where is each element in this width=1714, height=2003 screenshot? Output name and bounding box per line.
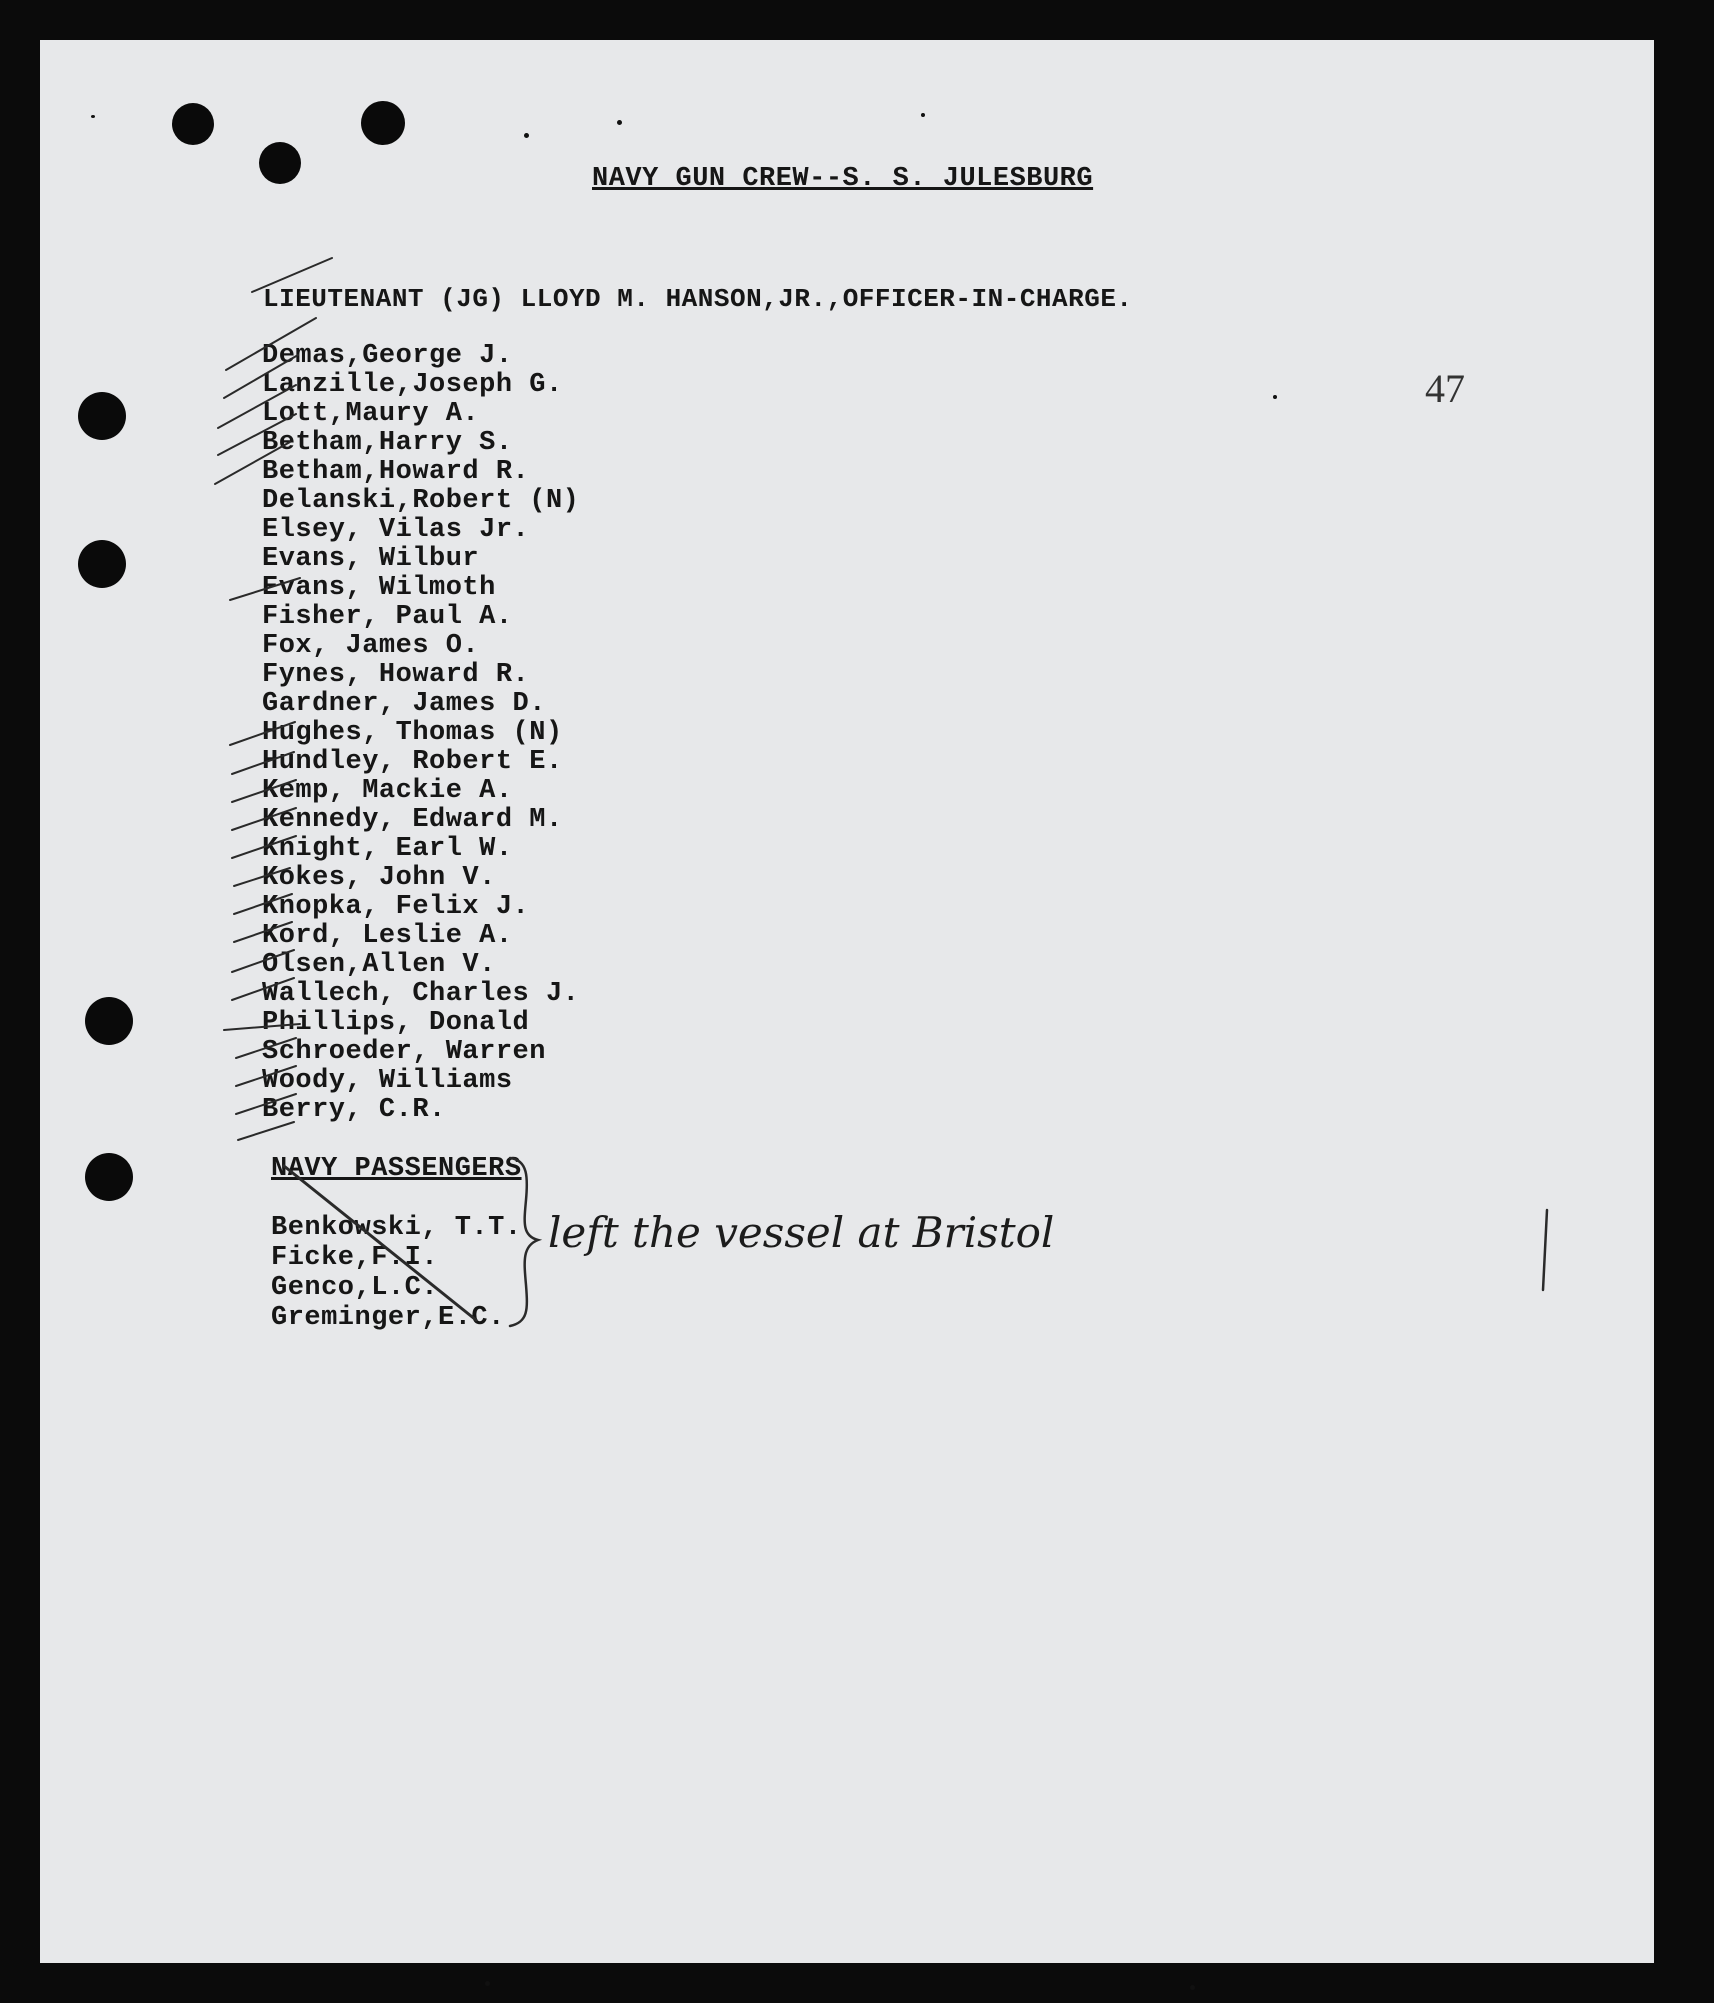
passenger: Greminger,E.C. [271, 1303, 505, 1333]
crew-member: Kokes, John V. [262, 863, 496, 893]
crew-member: Knight, Earl W. [262, 834, 513, 864]
crew-member: Betham,Howard R. [262, 457, 530, 487]
crew-member: Elsey, Vilas Jr. [262, 515, 530, 545]
check-mark [224, 1024, 300, 1030]
crew-member: Knopka, Felix J. [262, 892, 530, 922]
check-mark [236, 1066, 296, 1086]
crew-member: Phillips, Donald [262, 1008, 530, 1038]
page-number: 47 [1425, 366, 1465, 411]
check-mark [224, 355, 298, 398]
check-mark [218, 414, 296, 455]
crew-member: Hundley, Robert E. [262, 747, 563, 777]
brace [510, 1158, 538, 1326]
check-mark [230, 722, 295, 745]
check-mark [236, 1094, 296, 1114]
crew-member: Schroeder, Warren [262, 1037, 546, 1067]
crew-member: Kemp, Mackie A. [262, 776, 513, 806]
check-mark [226, 318, 316, 370]
passenger: Benkowski, T.T. [271, 1213, 522, 1243]
crew-member: Demas,George J. [262, 341, 513, 371]
crew-member: Kord, Leslie A. [262, 921, 513, 951]
check-mark [232, 836, 296, 858]
crew-member: Olsen,Allen V. [262, 950, 496, 980]
check-mark [238, 1122, 294, 1140]
check-mark [234, 894, 292, 914]
passenger: Genco,L.C. [271, 1273, 439, 1303]
crew-member: Lanzille,Joseph G. [262, 370, 563, 400]
check-mark [232, 978, 294, 1000]
passenger: Ficke,F.I. [271, 1243, 439, 1273]
check-mark [236, 1038, 296, 1058]
check-mark [232, 752, 294, 774]
check-mark [232, 780, 296, 802]
crew-member: Berry, C.R. [262, 1095, 446, 1125]
check-mark [215, 442, 290, 484]
crew-member: Evans, Wilbur [262, 544, 480, 574]
margin-pen-mark [1543, 1210, 1547, 1290]
crew-member: Evans, Wilmoth [262, 573, 496, 603]
check-mark [232, 808, 296, 830]
check-mark [234, 922, 292, 942]
crew-member: Betham,Harry S. [262, 428, 513, 458]
check-mark [218, 385, 296, 428]
check-mark [252, 258, 332, 292]
crew-member: Fisher, Paul A. [262, 602, 513, 632]
check-mark [232, 950, 294, 972]
check-mark [234, 868, 290, 886]
crew-member: Wallech, Charles J. [262, 979, 580, 1009]
crew-member: Kennedy, Edward M. [262, 805, 563, 835]
crew-member: Fynes, Howard R. [262, 660, 530, 690]
crew-member: Hughes, Thomas (N) [262, 718, 563, 748]
page-title: NAVY GUN CREW--S. S. JULESBURG [592, 164, 1094, 194]
crew-member: Lott,Maury A. [262, 399, 480, 429]
passengers-heading: NAVY PASSENGERS [271, 1154, 522, 1184]
passenger-strike [284, 1166, 476, 1320]
handwritten-note: left the vessel at Bristol [548, 1208, 1055, 1257]
crew-member: Woody, Williams [262, 1066, 513, 1096]
crew-member: Gardner, James D. [262, 689, 546, 719]
check-mark [230, 578, 300, 600]
crew-member: Delanski,Robert (N) [262, 486, 580, 516]
officer-in-charge-line: LIEUTENANT (JG) LLOYD M. HANSON,JR.,OFFICER-IN-CHARGE. [263, 284, 1133, 314]
crew-member: Fox, James O. [262, 631, 480, 661]
